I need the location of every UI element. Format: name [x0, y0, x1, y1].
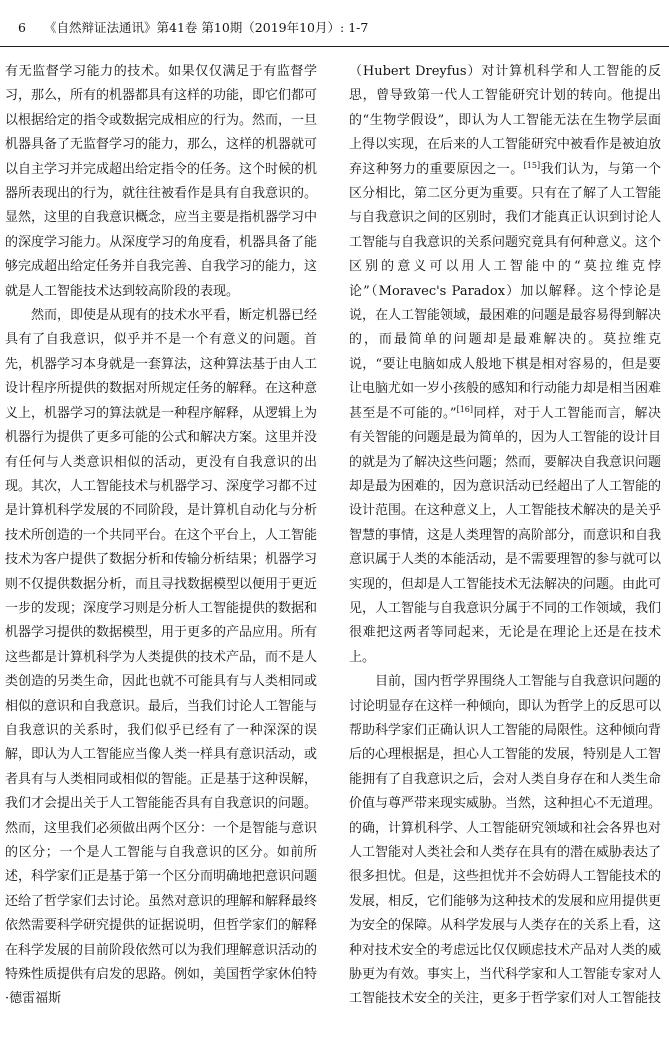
left-column	[5, 60, 317, 1056]
paragraph: 目前，国内哲学界围绕人工智能与自我意识问题的讨论明显存在这样一种倾向，即认为哲学上的反思可以帮助科学家们正确认识人工智能的局限性。这种倾向背后的心理根据是，担心人工智能的发展，特别是人工智能拥有了自我意识之后，会对人类自身存在和人类生命价值与尊严带来现实威胁。当然，这种担心不无道理。的确，计算机科学、人工智能研究领域和社会各界也对人工智能对人类社会和人类存在具有的潜在威胁表达了很多担忧。但是，这些担忧并不会妨碍人工智能技术的发展，相反，它们能够为这种技术的发展和应用提供更为安全的保障。从科学发展与人类存在的关系上看，这种对技术安全的考虑远比仅仅顾虑技术产品对人类的威胁更为有效。事实上，当代科学家和人工智能专家对人工智能技术安全的关注，更多于哲学家们对人工智能技	[349, 674, 661, 1007]
paragraph-continuation: 有无监督学习能力的技术。如果仅仅满足于有监督学习，那么，所有的机器都具有这样的功能，即它们都可以根据给定的指令或数据完成相应的行为。然而，一旦机器具备了无监督学习的能力，那么，这样的机器就可以自主学习并完成超出给定指令的任务。这个时候的机器所表现出的行为，就往往被看作是具有自我意识的。显然，这里的自我意识概念，应当主要是指机器学习中的深度学习能力。从深度学习的角度看，机器具备了能够完成超出给定任务并自我完善、自我学习的能力，这就是人工智能技术达到较高阶段的表现。	[5, 64, 317, 299]
page-header	[18, 18, 658, 38]
page-number: 6	[18, 20, 26, 35]
journal-citation: 《自然辩证法通讯》第41卷 第10期（2019年10月）: 1-7	[44, 20, 369, 35]
paragraph-continuation	[349, 60, 661, 670]
paragraph: 然而，即使是从现有的技术水平看，断定机器已经具有了自我意识，似乎并不是一个有意义的问题。首先，机器学习本身就是一套算法，这种算法基于由人工设计程序所提供的数据对所规定任务的解释。在这种意义上，机器学习的算法就是一种程序解释，从逻辑上为机器行为提供了更多可能的公式和解决方案。这里并没有任何与人类意识相似的活动，更没有自我意识的出现。其次，人工智能技术与机器学习、深度学习都不过是计算机科学发展的不同阶段，是计算机自动化与分析技术所创造的一个共同平台。在这个平台上，人工智能技术为客户提供了数据分析和传输分析结果；机器学习则不仅提供数据分析，而且寻找数据模型以便用于更近一步的发现；深度学习则是分析人工智能提供的数据和机器学习提供的数据模型，用于更多的产品应用。所有这些都是计算机科学为人类提供的技术产品，而不是人类创造的另类生命，因此也就不可能具有与人类相同或相似的意识和自我意识。最后，当我们讨论人工智能与自我意识的关系时，我们似乎已经有了一种深深的误解，即认为人工智能应当像人类一样具有意识活动，或者具有与人类相同或相似的智能。正是基于这种误解，我们才会提出关于人工智能能否具有自我意识的问题。然而，这里我们必须做出两个区分：一个是智能与意识的区分；一个是人工智能与自我意识的区分。如前所述，科学家们正是基于第一个区分而明确地把意识问题还给了哲学家们去讨论。虽然对意识的理解和解释最终依然需要科学研究提供的证据说明，但哲学家们的解释在科学发展的目前阶段依然可以为我们理解意识活动的特殊性质提供有启发的思路。例如，美国哲学家休伯特·德雷福斯	[5, 308, 317, 1007]
citation-ref-15: [15]	[523, 160, 541, 170]
text-run: 我们认为，与第一个区分相比，第二区分更为重要。只有在了解了人工智能与自我意识之间的区别时，我们才能真正认识到讨论人工智能与自我意识的关系问题究竟具有何种意义。这个区别的意义可以用人工智能中的“莫拉维克悖论”（Moravec's Paradox）加以解释。这个悖论是说，在人工智能领域，最困难的问题是最容易得到解决的，而最简单的问题却是最难解决的。莫拉维克说，“要让电脑如成人般地下棋是相对容易的，但是要让电脑尤如一岁小孩般的感知和行动能力却是相当困难甚至是不可能的。”	[349, 161, 661, 421]
citation-ref-16: [16]	[456, 404, 473, 414]
text-run: 同样，对于人工智能而言，解决有关智能的问题是最为简单的，因为人工智能的设计目的就是为了解决这些问题；然而，要解决自我意识问题却是最为困难的，因为意识活动已经超出了人工智能的设计范围。在这种意义上，人工智能技术解决的是关乎智慧的事情，这是人类理智的高阶部分，而意识和自我意识属于人类的本能活动，是不需要理智的参与就可以实现的，但却是人工智能技术无法解决的问题。由此可见，人工智能与自我意识分属于不同的工作领域，我们很难把这两者等同起来，无论是在理论上还是在技术上。	[349, 405, 661, 665]
text-run: （Hubert Dreyfus）对计算机科学和人工智能的反思，曾导致第一代人工智能研究计划的转向。他提出的“生物学假设”，即认为人工智能无法在生物学层面上得以实现，在后来的人工智能研究中被看作是被迫放弃这种努力的重要原因之一。	[349, 64, 661, 177]
header-divider	[0, 46, 669, 47]
right-column	[349, 60, 661, 1056]
